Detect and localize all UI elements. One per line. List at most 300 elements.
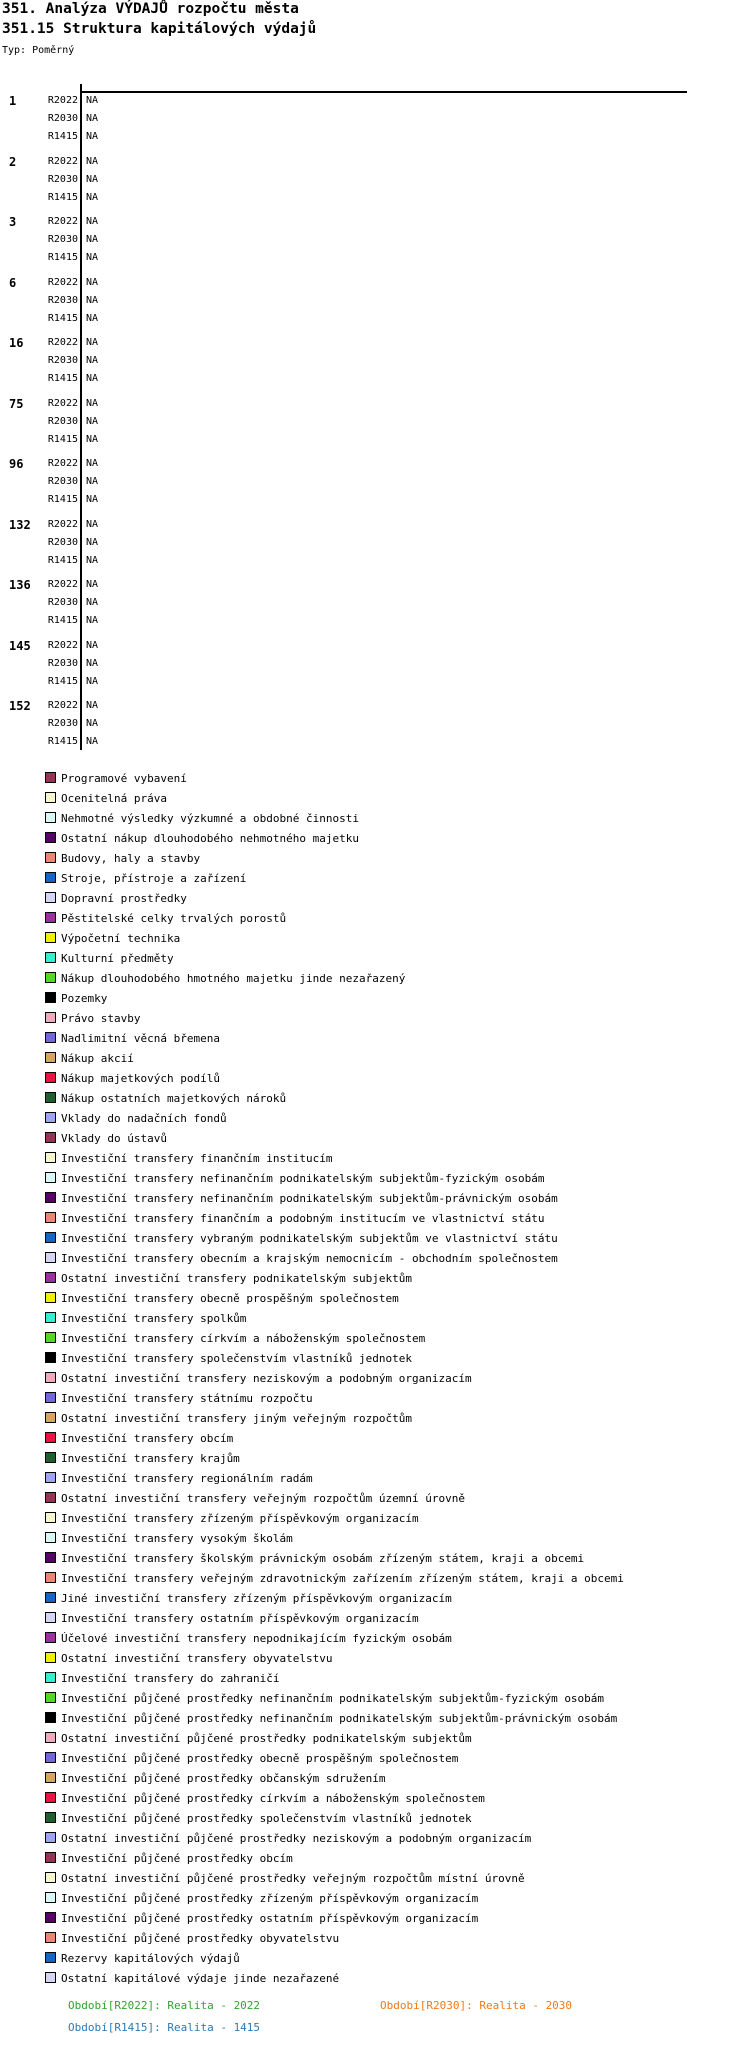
legend-swatch-icon (45, 1572, 56, 1583)
legend-item (45, 1789, 745, 1809)
legend-label: Vklady do ústavů (61, 1132, 167, 1145)
legend-item (45, 1469, 745, 1489)
legend-item (45, 1609, 745, 1629)
bar-value-na: NA (86, 597, 99, 608)
legend-item (45, 1589, 745, 1609)
legend-label: Ostatní investiční transfery obyvatelstvu (61, 1652, 333, 1665)
legend-item (45, 969, 745, 989)
legend-item (45, 1009, 745, 1029)
legend-label: Investiční transfery vysokým školám (61, 1532, 293, 1545)
legend-item (45, 1689, 745, 1709)
legend-label: Ostatní investiční transfery neziskovým a podobným organizacím (61, 1372, 472, 1385)
bar-value-na: NA (86, 579, 99, 590)
bar-value-na: NA (86, 615, 99, 626)
legend-item (45, 1569, 745, 1589)
period-tick-label: R2022 (47, 276, 78, 288)
legend-label: Stroje, přístroje a zařízení (61, 872, 247, 885)
legend-item (45, 909, 745, 929)
bar-value-na: NA (86, 494, 99, 505)
legend-item (45, 789, 745, 809)
legend-item (45, 1709, 745, 1729)
legend-swatch-icon (45, 952, 56, 963)
legend-label: Kulturní předměty (61, 952, 174, 965)
bar-value-na: NA (86, 155, 99, 167)
period-tick-label: R2030 (47, 294, 78, 306)
bar-value-na: NA (86, 657, 99, 669)
period-tick-label: R1415 (47, 675, 78, 687)
legend-label: Investiční transfery zřízeným příspěvkovým organizacím (61, 1512, 419, 1525)
bar-value-na: NA (86, 252, 99, 263)
bar-value-na: NA (86, 173, 99, 185)
chart-bar-row (0, 171, 750, 189)
legend-item (45, 1089, 745, 1109)
legend-swatch-icon (45, 1912, 56, 1923)
legend-item (45, 1949, 745, 1969)
legend-item (45, 1869, 745, 1889)
chart-bar-row (0, 594, 750, 612)
legend-label: Jiné investiční transfery zřízeným příspěvkovým organizacím (61, 1592, 452, 1605)
chart-bar-row (0, 92, 750, 110)
chart-bar-row (0, 455, 750, 473)
legend-item (45, 949, 745, 969)
legend-item (45, 1729, 745, 1749)
group-category-label: 152 (9, 699, 31, 713)
chart-group (0, 334, 750, 388)
legend-swatch-icon (45, 1452, 56, 1463)
legend-label: Nákup ostatních majetkových nároků (61, 1092, 287, 1105)
legend-swatch-icon (45, 1112, 56, 1123)
chart-bar-row (0, 655, 750, 673)
legend-item (45, 1229, 745, 1249)
legend-swatch-icon (45, 1892, 56, 1903)
legend-item (45, 1029, 745, 1049)
chart-bar-row (0, 413, 750, 431)
chart-group (0, 395, 750, 449)
bar-value-na: NA (86, 675, 99, 687)
legend-label: Investiční půjčené prostředky církvím a náboženským společnostem (61, 1792, 485, 1805)
legend-swatch-icon (45, 1232, 56, 1243)
legend-label: Investiční transfery církvím a náboženským společnostem (61, 1332, 426, 1345)
legend-item (45, 1309, 745, 1329)
chart-bar-row (0, 552, 750, 570)
legend-label: Investiční půjčené prostředky občanským sdružením (61, 1772, 386, 1785)
legend-label: Investiční půjčené prostředky zřízeným příspěvkovým organizacím (61, 1892, 479, 1905)
chart-bar-row (0, 310, 750, 328)
bar-value-na: NA (86, 718, 99, 729)
chart-bar-row (0, 715, 750, 733)
legend-item (45, 1889, 745, 1909)
legend-item (45, 1209, 745, 1229)
period-tick-label: R2022 (47, 337, 78, 348)
legend-swatch-icon (45, 972, 56, 983)
bar-value-na: NA (86, 397, 99, 409)
legend-item (45, 1149, 745, 1169)
chart-bar-row (0, 370, 750, 388)
legend-swatch-icon (45, 1192, 56, 1203)
legend-swatch-icon (45, 1832, 56, 1843)
bar-value-na: NA (86, 518, 99, 530)
legend-swatch-icon (45, 1952, 56, 1963)
legend-label: Nákup majetkových podílů (61, 1072, 220, 1085)
legend-swatch-icon (45, 1632, 56, 1643)
legend-swatch-icon (45, 1052, 56, 1063)
legend-swatch-icon (45, 1752, 56, 1763)
legend-swatch-icon (45, 1552, 56, 1563)
legend-label: Budovy, haly a stavby (61, 852, 201, 865)
legend-item (45, 1289, 745, 1309)
legend-label: Ostatní kapitálové výdaje jinde nezařazené (61, 1972, 340, 1985)
group-category-label: 2 (9, 154, 17, 169)
bar-value-na: NA (86, 458, 99, 469)
legend-label: Investiční půjčené prostředky nefinančním podnikatelským subjektům-právnickým osobám (61, 1712, 618, 1725)
legend-label: Právo stavby (61, 1012, 141, 1025)
legend-swatch-icon (45, 1332, 56, 1343)
legend-swatch-icon (45, 932, 56, 943)
period-tick-label: R2022 (47, 95, 78, 106)
group-category-label: 75 (9, 396, 24, 411)
period-tick-label: R2030 (47, 718, 78, 729)
bar-value-na: NA (86, 95, 99, 106)
period-tick-label: R2022 (47, 458, 78, 469)
period-tick-label: R2030 (47, 597, 78, 608)
period-tick-label: R1415 (47, 312, 78, 324)
legend-item (45, 829, 745, 849)
legend-label: Pozemky (61, 992, 108, 1005)
period-tick-label: R2030 (47, 173, 78, 185)
chart-bar-row (0, 352, 750, 370)
legend-swatch-icon (45, 812, 56, 823)
chart-bar-row (0, 612, 750, 630)
legend-label: Ostatní investiční půjčené prostředky podnikatelským subjektům (61, 1732, 472, 1745)
legend-label: Ocenitelná práva (61, 792, 167, 805)
legend-swatch-icon (45, 1312, 56, 1323)
bar-value-na: NA (86, 294, 99, 306)
legend-swatch-icon (45, 1492, 56, 1503)
legend-swatch-icon (45, 1792, 56, 1803)
legend-swatch-icon (45, 1612, 56, 1623)
legend-swatch-icon (45, 1472, 56, 1483)
legend-swatch-icon (45, 1252, 56, 1263)
bar-value-na: NA (86, 536, 99, 548)
legend-item (45, 1929, 745, 1949)
legend-label: Nadlimitní věcná břemena (61, 1032, 220, 1045)
bar-value-na: NA (86, 113, 99, 124)
legend-swatch-icon (45, 1132, 56, 1143)
bar-value-na: NA (86, 312, 99, 324)
legend-label: Ostatní nákup dlouhodobého nehmotného majetku (61, 832, 360, 845)
legend-swatch-icon (45, 1852, 56, 1863)
chart-bar-row (0, 491, 750, 509)
chart-bar-row (0, 292, 750, 310)
legend-item (45, 1489, 745, 1509)
chart-bar-row (0, 249, 750, 267)
period-tick-label: R1415 (47, 736, 78, 747)
legend-label: Investiční transfery finančním a podobným institucím ve vlastnictví státu (61, 1212, 545, 1225)
bar-value-na: NA (86, 433, 99, 445)
chart-bar-row (0, 534, 750, 552)
legend-swatch-icon (45, 1172, 56, 1183)
chart-group (0, 455, 750, 509)
legend-label: Investiční transfery společenstvím vlastníků jednotek (61, 1352, 412, 1365)
legend-swatch-icon (45, 1532, 56, 1543)
legend-item (45, 1069, 745, 1089)
footer-period-r2030: Období[R2030]: Realita - 2030 (380, 1999, 573, 2012)
legend-label: Investiční transfery veřejným zdravotnickým zařízením zřízeným státem, kraji a obcemi (61, 1572, 624, 1585)
legend-label: Investiční transfery školským právnickým osobám zřízeným státem, kraji a obcemi (61, 1552, 585, 1565)
legend-swatch-icon (45, 1292, 56, 1303)
legend-label: Programové vybavení (61, 772, 187, 785)
legend-item (45, 1809, 745, 1829)
bar-value-na: NA (86, 216, 99, 227)
legend-item (45, 1509, 745, 1529)
legend-swatch-icon (45, 852, 56, 863)
group-category-label: 136 (9, 578, 31, 592)
legend-swatch-icon (45, 1032, 56, 1043)
legend-swatch-icon (45, 1272, 56, 1283)
bar-value-na: NA (86, 234, 99, 245)
group-category-label: 145 (9, 638, 31, 653)
legend-item (45, 1429, 745, 1449)
period-tick-label: R1415 (47, 494, 78, 505)
legend-swatch-icon (45, 792, 56, 803)
chart-bar-row (0, 673, 750, 691)
chart-bar-row (0, 274, 750, 292)
legend (45, 769, 745, 1989)
chart-bar-row (0, 697, 750, 715)
group-category-label: 1 (9, 94, 17, 108)
chart-bar-row (0, 128, 750, 146)
period-tick-label: R2030 (47, 113, 78, 124)
chart-bar-row (0, 516, 750, 534)
legend-label: Investiční transfery obecním a krajským nemocnicím - obchodním společnostem (61, 1252, 558, 1265)
legend-swatch-icon (45, 1592, 56, 1603)
legend-label: Investiční transfery nefinančním podnikatelským subjektům-právnickým osobám (61, 1192, 558, 1205)
legend-swatch-icon (45, 832, 56, 843)
legend-swatch-icon (45, 1212, 56, 1223)
legend-item (45, 1829, 745, 1849)
chart-bar-row (0, 334, 750, 352)
chart-bar-row (0, 213, 750, 231)
chart-bar-row (0, 431, 750, 449)
legend-swatch-icon (45, 1932, 56, 1943)
legend-label: Investiční transfery ostatním příspěvkovým organizacím (61, 1612, 419, 1625)
legend-swatch-icon (45, 772, 56, 783)
legend-swatch-icon (45, 1072, 56, 1083)
legend-item (45, 1109, 745, 1129)
period-tick-label: R2030 (47, 536, 78, 548)
bar-value-na: NA (86, 373, 99, 384)
legend-swatch-icon (45, 1872, 56, 1883)
bar-value-na: NA (86, 337, 99, 348)
legend-item (45, 1909, 745, 1929)
legend-label: Investiční transfery obcím (61, 1432, 234, 1445)
legend-label: Dopravní prostředky (61, 892, 187, 905)
group-category-label: 6 (9, 275, 17, 290)
legend-swatch-icon (45, 1772, 56, 1783)
legend-label: Investiční transfery obecně prospěšným společnostem (61, 1292, 399, 1305)
group-category-label: 132 (9, 517, 31, 532)
chart-group (0, 697, 750, 751)
legend-item (45, 1269, 745, 1289)
group-category-label: 96 (9, 457, 24, 471)
legend-label: Nehmotné výsledky výzkumné a obdobné činnosti (61, 812, 360, 825)
legend-label: Nákup dlouhodobého hmotného majetku jinde nezařazený (61, 972, 406, 985)
legend-item (45, 869, 745, 889)
legend-item (45, 1669, 745, 1689)
period-tick-label: R2022 (47, 579, 78, 590)
legend-item (45, 1769, 745, 1789)
chart-bar-row (0, 231, 750, 249)
chart-bar-row (0, 637, 750, 655)
legend-swatch-icon (45, 1372, 56, 1383)
bar-value-na: NA (86, 355, 99, 366)
legend-swatch-icon (45, 1012, 56, 1023)
bar-value-na: NA (86, 131, 99, 142)
period-tick-label: R2030 (47, 476, 78, 487)
legend-item (45, 1409, 745, 1429)
legend-item (45, 1389, 745, 1409)
legend-swatch-icon (45, 1512, 56, 1523)
legend-swatch-icon (45, 1432, 56, 1443)
period-tick-label: R2030 (47, 234, 78, 245)
legend-label: Ostatní investiční transfery podnikatelským subjektům (61, 1272, 412, 1285)
legend-item (45, 1529, 745, 1549)
legend-label: Investiční transfery finančním institucím (61, 1152, 333, 1165)
chart-group (0, 213, 750, 267)
footer-period-r1415: Období[R1415]: Realita - 1415 (68, 2021, 261, 2034)
legend-item (45, 1329, 745, 1349)
legend-swatch-icon (45, 912, 56, 923)
footer-period-r2022: Období[R2022]: Realita - 2022 (68, 1999, 261, 2012)
legend-item (45, 1749, 745, 1769)
chart-bar-row (0, 189, 750, 207)
legend-swatch-icon (45, 1712, 56, 1723)
chart-title: 351.15 Struktura kapitálových výdajů (2, 21, 317, 37)
legend-item (45, 809, 745, 829)
chart-bar-row (0, 110, 750, 128)
legend-swatch-icon (45, 872, 56, 883)
period-tick-label: R1415 (47, 554, 78, 566)
legend-swatch-icon (45, 1092, 56, 1103)
period-tick-label: R2030 (47, 355, 78, 366)
period-tick-label: R2030 (47, 415, 78, 427)
legend-swatch-icon (45, 1152, 56, 1163)
legend-item (45, 769, 745, 789)
chart-group (0, 92, 750, 146)
legend-swatch-icon (45, 1652, 56, 1663)
period-tick-label: R2022 (47, 216, 78, 227)
chart-group (0, 637, 750, 691)
legend-item (45, 1129, 745, 1149)
period-tick-label: R2022 (47, 397, 78, 409)
period-tick-label: R1415 (47, 191, 78, 203)
legend-label: Výpočetní technika (61, 932, 181, 945)
legend-item (45, 1629, 745, 1649)
legend-label: Investiční transfery spolkům (61, 1312, 247, 1325)
chart-type-label: Typ: Poměrný (2, 45, 75, 56)
legend-item (45, 1549, 745, 1569)
legend-item (45, 1369, 745, 1389)
legend-item (45, 1449, 745, 1469)
chart-bar-row (0, 576, 750, 594)
legend-label: Ostatní investiční půjčené prostředky veřejným rozpočtům místní úrovně (61, 1872, 525, 1885)
legend-label: Rezervy kapitálových výdajů (61, 1952, 240, 1965)
legend-item (45, 1169, 745, 1189)
legend-label: Investiční transfery regionálním radám (61, 1472, 313, 1485)
period-tick-label: R2022 (47, 518, 78, 530)
legend-label: Investiční transfery státnímu rozpočtu (61, 1392, 313, 1405)
legend-item (45, 1249, 745, 1269)
legend-item (45, 1049, 745, 1069)
legend-label: Nákup akcií (61, 1052, 134, 1065)
legend-swatch-icon (45, 1972, 56, 1983)
period-tick-label: R2022 (47, 639, 78, 651)
period-tick-label: R1415 (47, 131, 78, 142)
legend-label: Investiční půjčené prostředky společenstvím vlastníků jednotek (61, 1812, 472, 1825)
chart-group (0, 153, 750, 207)
legend-item (45, 929, 745, 949)
legend-label: Ostatní investiční transfery veřejným rozpočtům územní úrovně (61, 1492, 465, 1505)
bar-value-na: NA (86, 415, 99, 427)
legend-label: Investiční půjčené prostředky obyvatelstvu (61, 1932, 340, 1945)
legend-label: Investiční půjčené prostředky obcím (61, 1852, 293, 1865)
legend-item (45, 1969, 745, 1989)
legend-label: Investiční transfery do zahraničí (61, 1672, 280, 1685)
chart-bar-row (0, 395, 750, 413)
legend-item (45, 889, 745, 909)
report-title: 351. Analýza VÝDAJŮ rozpočtu města (2, 1, 299, 17)
legend-label: Ostatní investiční půjčené prostředky neziskovým a podobným organizacím (61, 1832, 532, 1845)
legend-item (45, 989, 745, 1009)
chart-group (0, 516, 750, 570)
period-tick-label: R2030 (47, 657, 78, 669)
legend-item (45, 1849, 745, 1869)
bar-value-na: NA (86, 639, 99, 651)
period-tick-label: R2022 (47, 155, 78, 167)
chart-group (0, 576, 750, 630)
legend-item (45, 1349, 745, 1369)
legend-label: Investiční transfery vybraným podnikatelským subjektům ve vlastnictví státu (61, 1232, 558, 1245)
group-category-label: 3 (9, 215, 17, 229)
legend-item (45, 1189, 745, 1209)
legend-swatch-icon (45, 1392, 56, 1403)
legend-swatch-icon (45, 1412, 56, 1423)
legend-label: Investiční půjčené prostředky ostatním příspěvkovým organizacím (61, 1912, 479, 1925)
chart-bar-row (0, 733, 750, 751)
legend-label: Ostatní investiční transfery jiným veřejným rozpočtům (61, 1412, 412, 1425)
legend-swatch-icon (45, 1692, 56, 1703)
chart-bar-row (0, 473, 750, 491)
bar-value-na: NA (86, 476, 99, 487)
period-tick-label: R1415 (47, 433, 78, 445)
legend-swatch-icon (45, 1352, 56, 1363)
legend-item (45, 1649, 745, 1669)
legend-label: Investiční transfery nefinančním podnikatelským subjektům-fyzickým osobám (61, 1172, 545, 1185)
period-tick-label: R1415 (47, 373, 78, 384)
period-tick-label: R1415 (47, 252, 78, 263)
legend-swatch-icon (45, 1672, 56, 1683)
period-tick-label: R2022 (47, 700, 78, 711)
legend-item (45, 849, 745, 869)
legend-label: Investiční půjčené prostředky obecně prospěšným společnostem (61, 1752, 459, 1765)
legend-swatch-icon (45, 1732, 56, 1743)
period-tick-label: R1415 (47, 615, 78, 626)
legend-label: Vklady do nadačních fondů (61, 1112, 227, 1125)
group-category-label: 16 (9, 336, 24, 350)
bar-value-na: NA (86, 736, 99, 747)
legend-label: Pěstitelské celky trvalých porostů (61, 912, 287, 925)
chart-group (0, 274, 750, 328)
